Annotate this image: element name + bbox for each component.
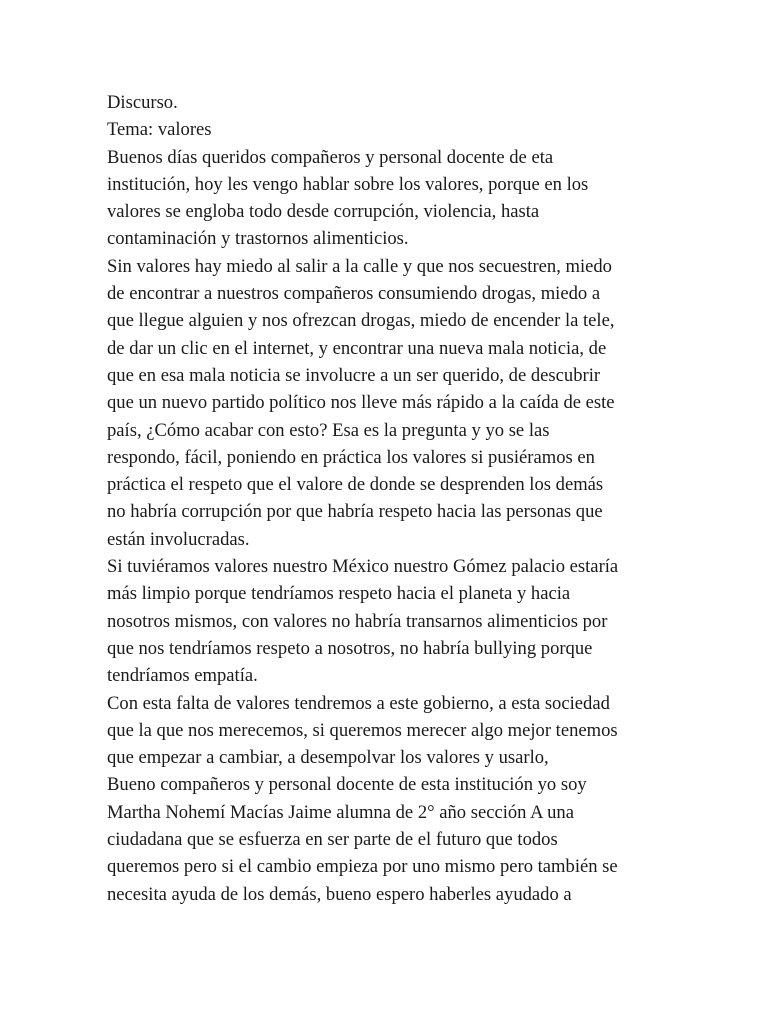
text-line: Martha Nohemí Macías Jaime alumna de 2° año sección A una [107,801,574,823]
text-line: de dar un clic en el internet, y encontrar una nueva mala noticia, de [107,337,607,359]
text-line: más limpio porque tendríamos respeto hacia el planeta y hacia [107,583,571,605]
text-line: institución, hoy les vengo hablar sobre los valores, porque en los [107,173,589,195]
speech-text-block [107,89,687,908]
text-line: respondo, fácil, poniendo en práctica los valores si pusiéramos en [107,446,595,468]
text-line: queremos pero si el cambio empieza por uno mismo pero también se [107,856,618,878]
text-line: están involucradas. [107,528,250,550]
text-line: que la que nos merecemos, si queremos merecer algo mejor tenemos [107,719,618,741]
text-line: tendríamos empatía. [107,665,258,687]
text-line: de encontrar a nuestros compañeros consumiendo drogas, miedo a [107,283,601,305]
text-line: que nos tendríamos respeto a nosotros, no habría bullying porque [107,637,593,659]
text-line: Si tuviéramos valores nuestro México nuestro Gómez palacio estaría [107,556,619,578]
text-line: Bueno compañeros y personal docente de esta institución yo soy [107,774,587,796]
text-line: Sin valores hay miedo al salir a la calle y que nos secuestren, miedo [107,255,612,277]
document-heading: Discurso. [107,92,178,113]
text-line: no habría corrupción por que habría respeto hacia las personas que [107,501,603,523]
text-line: Buenos días queridos compañeros y personal docente de eta [107,146,554,168]
text-line: necesita ayuda de los demás, bueno espero haberles ayudado a [107,883,572,905]
text-line: que en esa mala noticia se involucre a un ser querido, de descubrir [107,364,601,386]
document-topic: Tema: valores [107,119,212,141]
text-line: contaminación y trastornos alimenticios. [107,228,409,250]
text-line: que un nuevo partido político nos lleve más rápido a la caída de este [107,392,615,414]
text-line: nosotros mismos, con valores no habría transarnos alimenticios por [107,610,608,632]
text-line: Con esta falta de valores tendremos a este gobierno, a esta sociedad [107,692,610,714]
text-line: ciudadana que se esfuerza en ser parte de el futuro que todos [107,829,558,851]
text-line: que empezar a cambiar, a desempolvar los valores y usarlo, [107,747,549,769]
text-line: práctica el respeto que el valore de donde se desprenden los demás [107,474,604,496]
text-line: valores se engloba todo desde corrupción, violencia, hasta [107,201,540,223]
text-line: país, ¿Cómo acabar con esto? Esa es la pregunta y yo se las [107,419,550,441]
text-line: que llegue alguien y nos ofrezcan drogas, miedo de encender la tele, [107,310,615,332]
